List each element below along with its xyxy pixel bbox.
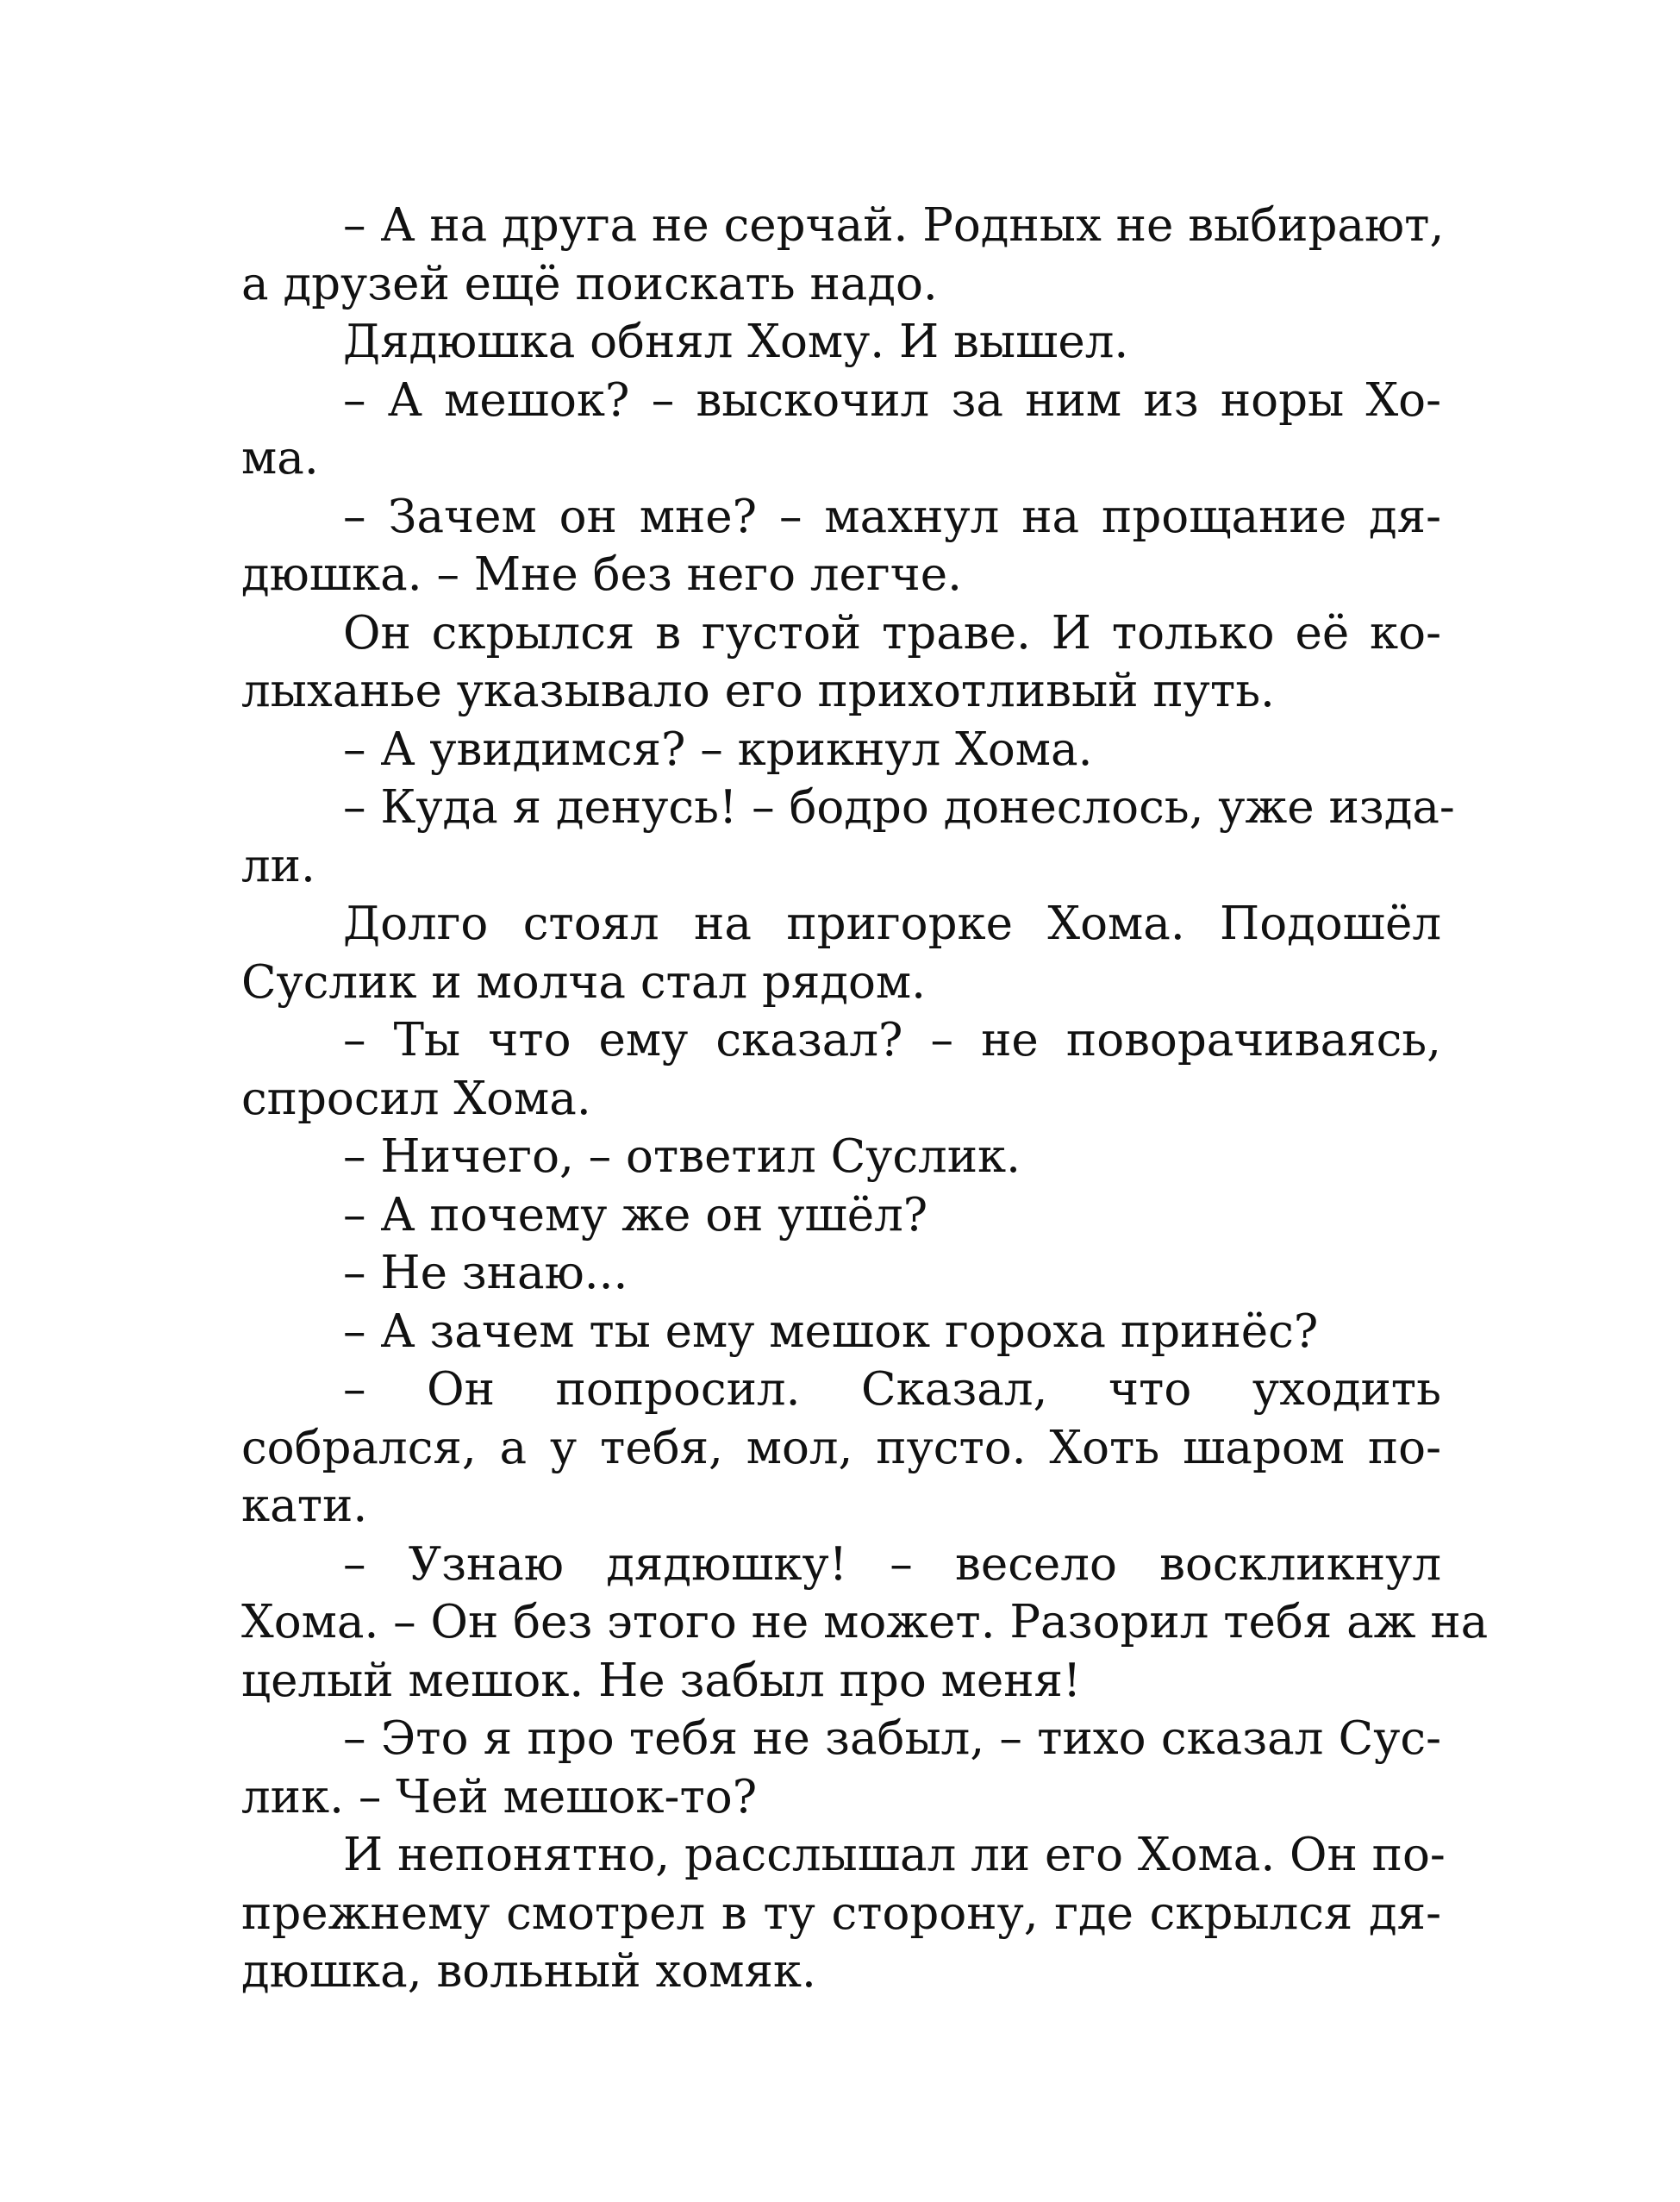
- text-line: – А зачем ты ему мешок гороха принёс?: [343, 1304, 1319, 1358]
- text-line: – Ты что ему сказал? – не поворачиваясь,: [343, 1014, 1441, 1067]
- text-line: дюшка, вольный хомяк.: [241, 1945, 816, 1998]
- text-line: ли.: [241, 839, 315, 892]
- text-line: лыханье указывало его прихотливый путь.: [241, 665, 1275, 717]
- text-line: ма.: [241, 432, 319, 485]
- text-line: кати.: [241, 1479, 368, 1532]
- text-line: – Узнаю дядюшку! – весело воскликнул: [343, 1537, 1441, 1591]
- story-text: [241, 197, 1489, 2001]
- text-line: – Зачем он мне? – махнул на прощание дя-: [343, 490, 1441, 543]
- text-line: – Это я про тебя не забыл, – тихо сказал Сус-: [343, 1712, 1441, 1765]
- text-line: И непонятно, расслышал ли его Хома. Он по-: [343, 1829, 1446, 1881]
- text-line: Хома. – Он без этого не может. Разорил тебя аж на: [241, 1596, 1489, 1648]
- text-line: а друзей ещё поискать надо.: [241, 257, 938, 310]
- text-line: Суслик и молча стал рядом.: [241, 955, 926, 1009]
- text-line: – А мешок? – выскочил за ним из норы Хо-: [343, 373, 1441, 427]
- text-line: – Ничего, – ответил Суслик.: [343, 1130, 1021, 1183]
- text-line: спросил Хома.: [241, 1072, 591, 1125]
- text-line: дюшка. – Мне без него легче.: [241, 548, 962, 601]
- text-line: Долго стоял на пригорке Хома. Подошёл: [343, 898, 1441, 950]
- text-line: – А почему же он ушёл?: [343, 1188, 928, 1242]
- text-line: – Не знаю...: [343, 1247, 628, 1299]
- text-line: прежнему смотрел в ту сторону, где скрылся дя-: [241, 1886, 1441, 1940]
- text-line: – Он попросил. Сказал, что уходить: [343, 1363, 1441, 1416]
- text-line: – А на друга не серчай. Родных не выбирают,: [343, 199, 1445, 252]
- text-line: Дядюшка обнял Хому. И вышел.: [343, 316, 1129, 368]
- text-line: – А увидимся? – крикнул Хома.: [343, 723, 1093, 776]
- text-line: целый мешок. Не забыл про меня!: [241, 1654, 1082, 1707]
- text-line: лик. – Чей мешок-то?: [241, 1770, 758, 1824]
- text-line: Он скрылся в густой траве. И только её ко-: [343, 606, 1441, 660]
- text-line: – Куда я денусь! – бодро донеслось, уже изда-: [343, 781, 1455, 834]
- text-line: собрался, а у тебя, мол, пусто. Хоть шаром по-: [241, 1421, 1441, 1474]
